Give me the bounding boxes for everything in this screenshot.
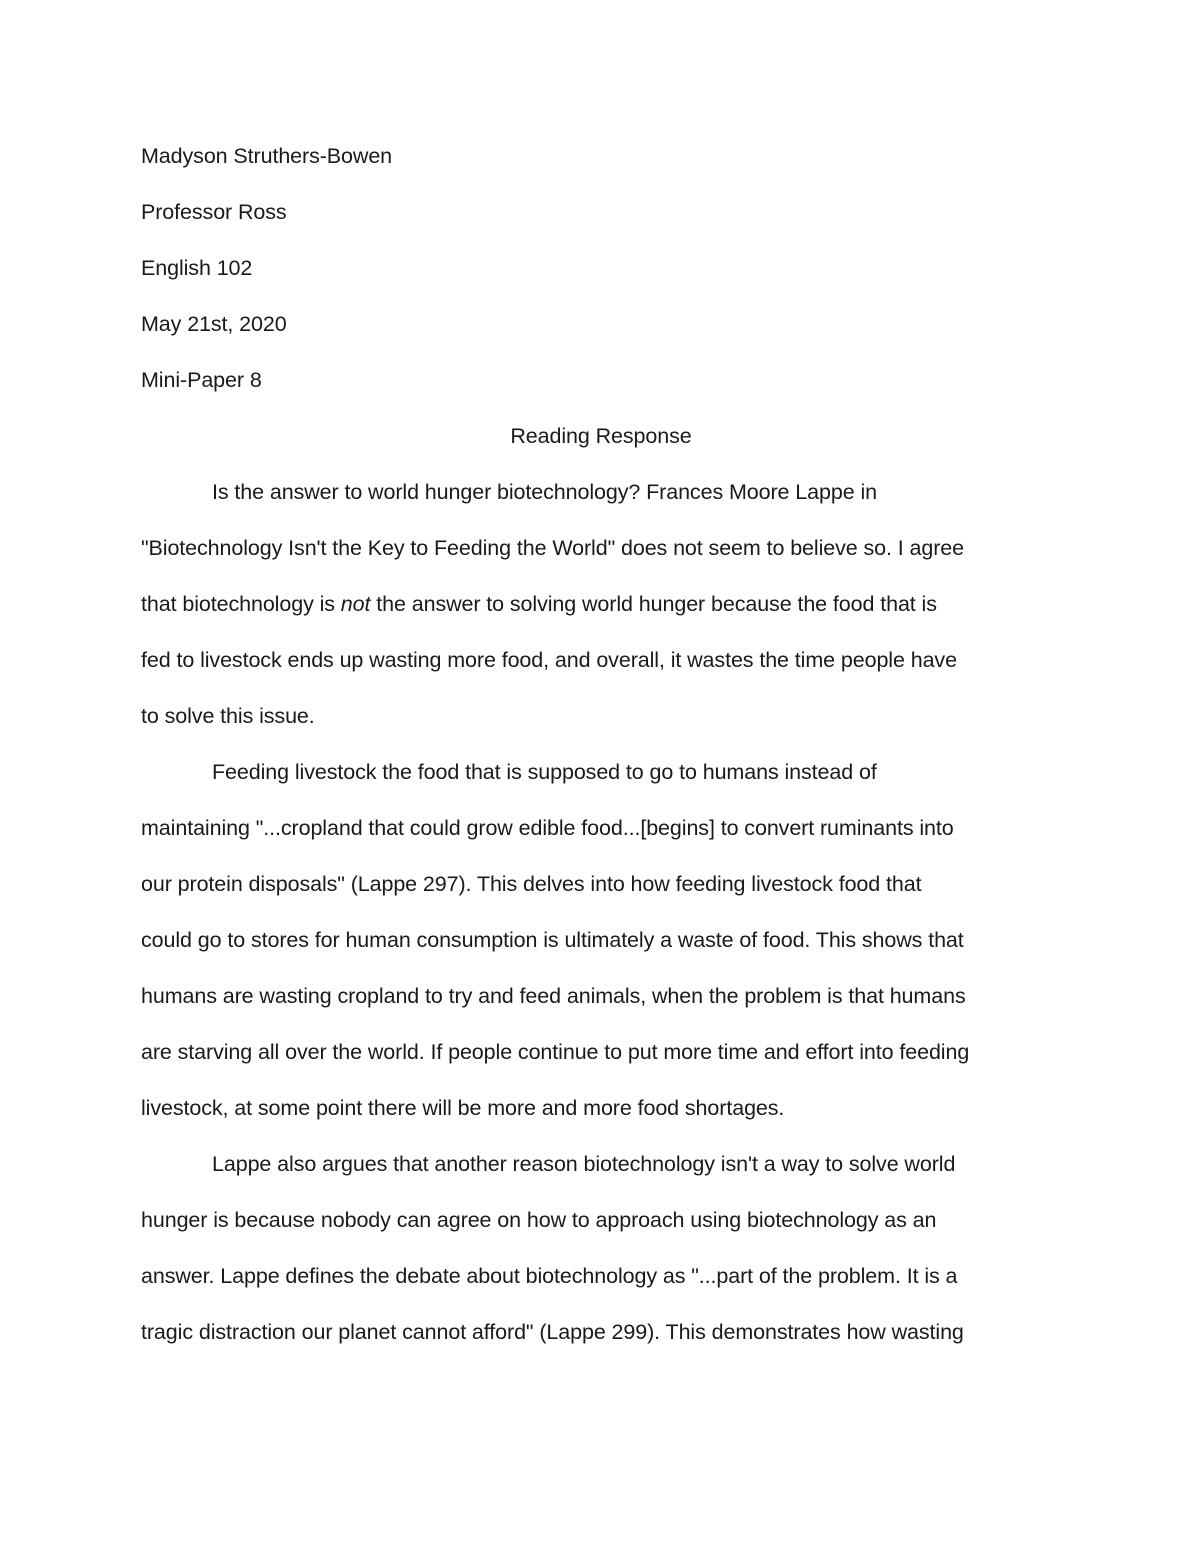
paragraph-line: humans are wasting cropland to try and feed animals, when the problem is that humans (141, 984, 966, 1008)
paragraph-line: our protein disposals" (Lappe 297). This delves into how feeding livestock food that (141, 872, 922, 896)
paragraph-line: "Biotechnology Isn't the Key to Feeding the World" does not seem to believe so. I agree (141, 536, 964, 560)
paragraph-2 (141, 744, 1061, 1136)
line-text-after: the answer to solving world hunger because the food that is (370, 592, 937, 616)
paragraph-line: are starving all over the world. If people continue to put more time and effort into feeding (141, 1040, 970, 1064)
paragraph-line: livestock, at some point there will be more and more food shortages. (141, 1096, 785, 1120)
paragraph-1 (141, 464, 1061, 744)
paragraph-line: Feeding livestock the food that is supposed to go to humans instead of (212, 760, 877, 784)
professor-name: Professor Ross (141, 200, 287, 224)
paragraph-line-with-emphasis (141, 576, 1061, 632)
document-title: Reading Response (510, 424, 692, 448)
line-text-before: that biotechnology is (141, 592, 341, 616)
paragraph-line: maintaining "...cropland that could grow edible food...[begins] to convert ruminants into (141, 816, 954, 840)
document-body (141, 128, 1061, 1360)
emphasized-word: not (340, 592, 371, 616)
course-name: English 102 (141, 256, 253, 280)
paragraph-line: Is the answer to world hunger biotechnology? Frances Moore Lappe in (212, 480, 877, 504)
author-name: Madyson Struthers-Bowen (141, 144, 393, 168)
paragraph-line: tragic distraction our planet cannot afford" (Lappe 299). This demonstrates how wasting (141, 1320, 964, 1344)
date: May 21st, 2020 (141, 312, 287, 336)
paragraph-3 (141, 1136, 1061, 1360)
paragraph-line: answer. Lappe defines the debate about biotechnology as "...part of the problem. It is a (141, 1264, 958, 1288)
paragraph-line: could go to stores for human consumption is ultimately a waste of food. This shows that (141, 928, 964, 952)
assignment-name: Mini-Paper 8 (141, 368, 262, 392)
paragraph-line: fed to livestock ends up wasting more food, and overall, it wastes the time people have (141, 648, 957, 672)
paragraph-line: hunger is because nobody can agree on how to approach using biotechnology as an (141, 1208, 937, 1232)
paragraph-line: to solve this issue. (141, 704, 315, 728)
paragraph-line: Lappe also argues that another reason biotechnology isn't a way to solve world (212, 1152, 956, 1176)
